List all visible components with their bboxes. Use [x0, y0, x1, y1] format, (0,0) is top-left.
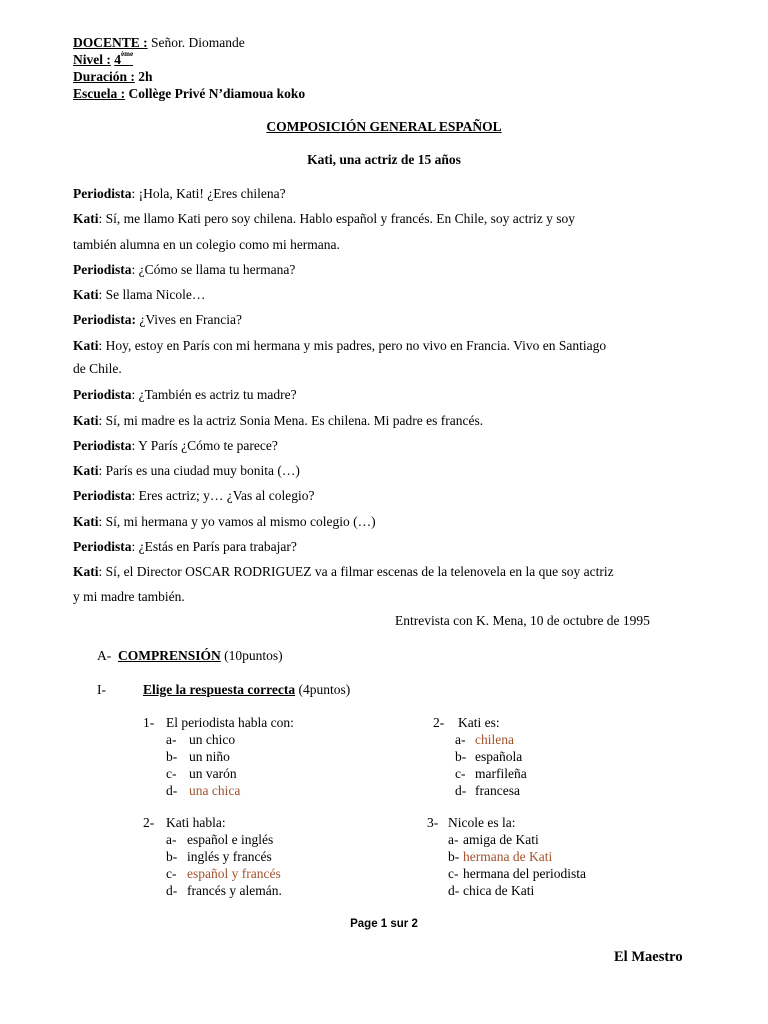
teacher-signature: El Maestro — [614, 949, 683, 965]
dialogue-line — [73, 312, 242, 328]
dialogue-text: Sí, me llamo Kati pero soy chilena. Hablo español y francés. En Chile, soy actriz y soy — [105, 211, 576, 226]
page-title: COMPOSICIÓN GENERAL ESPAÑOL — [266, 119, 502, 134]
speaker-label: Periodista — [73, 262, 132, 277]
option-answer: una chica — [189, 783, 241, 798]
dialogue-line: Kati: Se llama Nicole… — [73, 287, 206, 302]
dialogue-text: ¿Cómo se llama tu hermana? — [138, 262, 296, 277]
speaker-label: Periodista — [73, 539, 132, 554]
section-a-heading: A- COMPRENSIÓN (10puntos) — [97, 648, 283, 663]
section-i-points: (4puntos) — [298, 682, 351, 697]
option-answer: chilena — [475, 732, 514, 747]
escuela-line — [73, 86, 305, 102]
duracion-line — [73, 69, 153, 85]
option-answer: hermana de Kati — [463, 849, 553, 864]
question-number: 3- — [427, 815, 439, 830]
option-letter: a- — [166, 732, 177, 747]
dialogue-text: y mi madre también. — [73, 589, 185, 604]
dialogue-line: Periodista: Y París ¿Cómo te parece? — [73, 438, 278, 453]
option-letter: c- — [455, 766, 466, 781]
dialogue-line: Periodista: ¿También es actriz tu madre? — [73, 387, 297, 402]
page-number: Page 1 sur 2 — [350, 918, 418, 930]
dialogue-text: Hoy, estoy en París con mi hermana y mis padres, pero no vivo en Francia. Vivo en Santiago — [105, 338, 607, 353]
option-text: chica de Kati — [463, 883, 535, 898]
speaker-label: Periodista: — [73, 312, 136, 327]
speaker-label: Kati — [73, 413, 99, 428]
question-text: Kati es: — [458, 715, 500, 730]
section-i-heading — [143, 682, 350, 698]
question-text: Nicole es la: — [448, 815, 516, 830]
option-text: inglés y francés — [187, 849, 272, 864]
docente-line — [73, 35, 245, 51]
speaker-label: Periodista — [73, 186, 132, 201]
option-letter: a- — [455, 732, 466, 747]
speaker-label: Kati — [73, 463, 99, 478]
dialogue-text: ¿Vives en Francia? — [139, 312, 243, 327]
dialogue-line: Kati: Sí, el Director OSCAR RODRIGUEZ va a filmar escenas de la telenovela en la que soy actriz — [73, 564, 614, 579]
source-citation: Entrevista con K. Mena, 10 de octubre de 1995 — [395, 613, 650, 628]
option-letter: a- — [448, 832, 459, 847]
option-letter: d- — [166, 883, 178, 898]
question-number: 2- — [143, 815, 155, 830]
speaker-label: Kati — [73, 514, 99, 529]
dialogue-text: ¡Hola, Kati! ¿Eres chilena? — [138, 186, 286, 201]
option-letter: c- — [448, 866, 459, 881]
dialogue-text: también alumna en un colegio como mi hermana. — [73, 237, 340, 252]
speaker-label: Periodista — [73, 387, 132, 402]
dialogue-text: ¿También es actriz tu madre? — [138, 387, 297, 402]
dialogue-line: Kati: Sí, mi madre es la actriz Sonia Mena. Es chilena. Mi padre es francés. — [73, 413, 484, 428]
docente-label: DOCENTE : — [73, 35, 148, 50]
option-letter: d- — [448, 883, 460, 898]
dialogue-line: Periodista: ¡Hola, Kati! ¿Eres chilena? — [73, 186, 286, 201]
option-text: un chico — [189, 732, 236, 747]
dialogue-line: Periodista: ¿Cómo se llama tu hermana? — [73, 262, 296, 277]
option-text: francesa — [475, 783, 520, 798]
dialogue-line: Periodista: Eres actriz; y… ¿Vas al colegio? — [73, 488, 315, 503]
duracion-label: Duración : — [73, 69, 135, 84]
section-i-title: Elige la respuesta correcta — [143, 682, 296, 697]
option-text: española — [475, 749, 523, 764]
option-letter: b- — [448, 849, 460, 864]
dialogue-line: Kati: Sí, me llamo Kati pero soy chilena. Hablo español y francés. En Chile, soy actriz y soy — [73, 211, 576, 226]
dialogue-text: de Chile. — [73, 361, 122, 376]
dialogue-line: Kati: París es una ciudad muy bonita (…) — [73, 463, 300, 478]
speaker-label: Kati — [73, 211, 99, 226]
speaker-label: Periodista — [73, 438, 132, 453]
dialogue-text: Sí, mi madre es la actriz Sonia Mena. Es chilena. Mi padre es francés. — [105, 413, 484, 428]
option-letter: c- — [166, 766, 177, 781]
dialogue-line: Kati: Sí, mi hermana y yo vamos al mismo colegio (…) — [73, 514, 376, 529]
dialogue-line: Kati: Hoy, estoy en París con mi hermana y mis padres, pero no vivo en Francia. Vivo en Santiago — [73, 338, 607, 353]
speaker-label: Kati — [73, 287, 99, 302]
docente-value: Señor. Diomande — [151, 35, 245, 50]
dialogue-line — [73, 361, 122, 377]
dialogue-text: Se llama Nicole… — [105, 287, 206, 302]
option-letter: c- — [166, 866, 177, 881]
question-text: El periodista habla con: — [166, 715, 294, 730]
dialogue-line — [73, 237, 340, 253]
reading-subtitle: Kati, una actriz de 15 años — [307, 152, 461, 167]
escuela-label: Escuela : — [73, 86, 126, 101]
option-text: un niño — [189, 749, 230, 764]
question-number: 2- — [433, 715, 445, 730]
option-letter: b- — [166, 849, 178, 864]
option-text: marfileña — [475, 766, 527, 781]
question-text: Kati habla: — [166, 815, 226, 830]
nivel-line — [73, 52, 133, 68]
dialogue-text: ¿Estás en París para trabajar? — [138, 539, 297, 554]
option-text: un varón — [189, 766, 237, 781]
section-a-points: (10puntos) — [224, 648, 283, 663]
dialogue-text: Sí, mi hermana y yo vamos al mismo colegio (…) — [105, 514, 376, 529]
option-answer: español y francés — [187, 866, 281, 881]
dialogue-line — [73, 589, 185, 605]
dialogue-line: Periodista: ¿Estás en París para trabajar? — [73, 539, 297, 554]
question-number: 1- — [143, 715, 155, 730]
dialogue-text: Eres actriz; y… ¿Vas al colegio? — [138, 488, 315, 503]
section-a-title: COMPRENSIÓN — [118, 648, 221, 663]
option-letter: d- — [166, 783, 178, 798]
speaker-label: Kati — [73, 338, 99, 353]
dialogue-text: París es una ciudad muy bonita (…) — [105, 463, 300, 478]
dialogue-text: Sí, el Director OSCAR RODRIGUEZ va a filmar escenas de la telenovela en la que soy actriz — [105, 564, 614, 579]
option-text: amiga de Kati — [463, 832, 539, 847]
option-text: francés y alemán. — [187, 883, 282, 898]
option-letter: b- — [455, 749, 467, 764]
nivel-label: Nivel : — [73, 52, 111, 67]
option-text: hermana del periodista — [463, 866, 586, 881]
dialogue-text: Y París ¿Cómo te parece? — [138, 438, 278, 453]
escuela-value: Collège Privé N’diamoua koko — [128, 86, 306, 101]
nivel-value: 4ème — [114, 50, 134, 67]
speaker-label: Kati — [73, 564, 99, 579]
duracion-value: 2h — [138, 69, 153, 84]
option-text: español e inglés — [187, 832, 274, 847]
section-i-prefix: I- — [97, 682, 106, 697]
option-letter: d- — [455, 783, 467, 798]
option-letter: a- — [166, 832, 177, 847]
option-letter: b- — [166, 749, 178, 764]
speaker-label: Periodista — [73, 488, 132, 503]
